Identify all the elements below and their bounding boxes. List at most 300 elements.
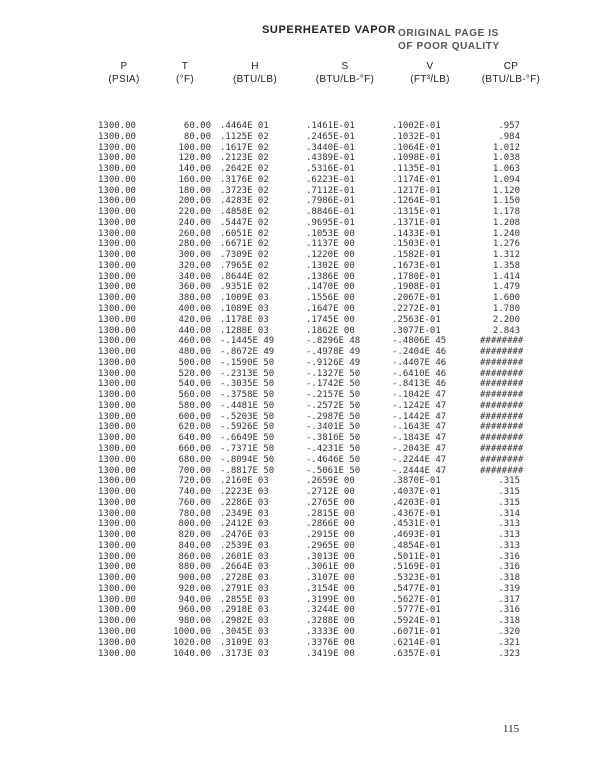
volume-cell: -.2404E 46 <box>392 347 447 358</box>
entropy-cell: .7986E-01 <box>306 196 355 207</box>
cp-cell: .314 <box>498 508 520 519</box>
temperature-cell: 340.00 <box>178 271 211 282</box>
entropy-cell: .5316E-01 <box>306 164 355 175</box>
table-row <box>0 466 612 477</box>
volume-cell: .5777E-01 <box>392 605 441 616</box>
volume-cell: -.1442E 47 <box>392 411 447 422</box>
enthalpy-cell: .2728E 03 <box>220 573 269 584</box>
table-row <box>0 293 612 304</box>
temperature-cell: 160.00 <box>178 174 211 185</box>
entropy-cell: -.1327E 50 <box>306 368 361 379</box>
cp-cell: 1.780 <box>492 304 520 315</box>
entropy-cell: .2712E 00 <box>306 487 355 498</box>
temperature-cell: 200.00 <box>178 196 211 207</box>
temperature-cell: 360.00 <box>178 282 211 293</box>
pressure-cell: 1300.00 <box>98 562 136 573</box>
enthalpy-cell: -.1590E 50 <box>220 357 275 368</box>
table-row <box>0 433 612 444</box>
pressure-cell: 1300.00 <box>98 239 136 250</box>
pressure-cell: 1300.00 <box>98 379 136 390</box>
temperature-cell: 500.00 <box>178 357 211 368</box>
enthalpy-cell: .5447E 02 <box>220 217 269 228</box>
cp-cell: ######## <box>480 454 524 465</box>
pressure-cell: 1300.00 <box>98 260 136 271</box>
cp-cell: 1.063 <box>492 164 520 175</box>
column-name: S <box>341 61 349 72</box>
enthalpy-cell: .4464E 01 <box>220 121 269 131</box>
table-row <box>0 649 612 660</box>
pressure-cell: 1300.00 <box>98 325 136 336</box>
table-row <box>0 272 612 283</box>
table-row <box>0 358 612 369</box>
temperature-cell: 720.00 <box>178 476 211 487</box>
pressure-cell: 1300.00 <box>98 390 136 401</box>
pressure-cell: 1300.00 <box>98 530 136 541</box>
temperature-cell: 680.00 <box>178 454 211 465</box>
temperature-cell: 400.00 <box>178 304 211 315</box>
page-number: 115 <box>503 723 520 735</box>
temperature-cell: 960.00 <box>178 605 211 616</box>
entropy-cell: .8846E-01 <box>306 207 355 218</box>
enthalpy-cell: .1009E 03 <box>220 293 269 304</box>
cp-cell: 1.150 <box>492 196 520 207</box>
volume-cell: .1002E-01 <box>392 121 441 131</box>
volume-cell: .1780E-01 <box>392 271 441 282</box>
temperature-cell: 140.00 <box>178 164 211 175</box>
table-row <box>0 250 612 261</box>
cp-cell: .957 <box>498 121 520 131</box>
pressure-cell: 1300.00 <box>98 487 136 498</box>
cp-cell: ######## <box>480 379 524 390</box>
table-row <box>0 282 612 293</box>
column-header-p <box>96 60 152 86</box>
cp-cell: .984 <box>498 131 520 142</box>
temperature-cell: 820.00 <box>178 530 211 541</box>
pressure-cell: 1300.00 <box>98 411 136 422</box>
cp-cell: ######## <box>480 336 524 347</box>
enthalpy-cell: .2412E 03 <box>220 519 269 530</box>
volume-cell: .1673E-01 <box>392 260 441 271</box>
pressure-cell: 1300.00 <box>98 519 136 530</box>
cp-cell: .315 <box>498 497 520 508</box>
entropy-cell: .1137E 00 <box>306 239 355 250</box>
cp-cell: ######## <box>480 390 524 401</box>
table-row <box>0 164 612 175</box>
enthalpy-cell: .4283E 02 <box>220 196 269 207</box>
enthalpy-cell: -.8672E 49 <box>220 347 275 358</box>
enthalpy-cell: .1617E 02 <box>220 142 269 153</box>
cp-cell: .323 <box>498 648 520 659</box>
entropy-cell: .2765E 00 <box>306 497 355 508</box>
table-row <box>0 605 612 616</box>
volume-cell: -.1042E 47 <box>392 390 447 401</box>
cp-cell: .318 <box>498 616 520 627</box>
column-name: H <box>251 61 259 72</box>
entropy-cell: .1647E 00 <box>306 304 355 315</box>
volume-cell: -.1843E 47 <box>392 433 447 444</box>
entropy-cell: .1386E 00 <box>306 271 355 282</box>
temperature-cell: 60.00 <box>183 121 211 131</box>
enthalpy-cell: .2855E 03 <box>220 594 269 605</box>
enthalpy-cell: .2223E 03 <box>220 487 269 498</box>
entropy-cell: -.2572E 50 <box>306 400 361 411</box>
entropy-cell: .3288E 00 <box>306 616 355 627</box>
pressure-cell: 1300.00 <box>98 508 136 519</box>
column-header-v <box>392 60 468 86</box>
page-title: SUPERHEATED VAPOR <box>262 24 396 36</box>
enthalpy-cell: -.5203E 50 <box>220 411 275 422</box>
enthalpy-cell: -.5926E 50 <box>220 422 275 433</box>
pressure-cell: 1300.00 <box>98 476 136 487</box>
volume-cell: .1908E-01 <box>392 282 441 293</box>
enthalpy-cell: .3176E 02 <box>220 174 269 185</box>
table-row <box>0 552 612 563</box>
temperature-cell: 1000.00 <box>173 626 211 637</box>
column-name: CP <box>503 61 519 72</box>
table-row <box>0 175 612 186</box>
volume-cell: .1433E-01 <box>392 228 441 239</box>
volume-cell: .6214E-01 <box>392 637 441 648</box>
volume-cell: .1032E-01 <box>392 131 441 142</box>
table-row <box>0 530 612 541</box>
table-row <box>0 379 612 390</box>
column-unit: (FT³/LB) <box>410 74 450 85</box>
enthalpy-cell: -.3035E 50 <box>220 379 275 390</box>
temperature-cell: 900.00 <box>178 573 211 584</box>
table-row <box>0 455 612 466</box>
table-row <box>0 143 612 154</box>
enthalpy-cell: .2123E 02 <box>220 153 269 164</box>
pressure-cell: 1300.00 <box>98 594 136 605</box>
pressure-cell: 1300.00 <box>98 540 136 551</box>
column-header-cp <box>466 60 556 86</box>
temperature-cell: 420.00 <box>178 314 211 325</box>
cp-cell: 1.312 <box>492 250 520 261</box>
volume-cell: .4203E-01 <box>392 497 441 508</box>
cp-cell: 1.208 <box>492 217 520 228</box>
enthalpy-cell: .2664E 03 <box>220 562 269 573</box>
enthalpy-cell: .2349E 03 <box>220 508 269 519</box>
enthalpy-cell: .1288E 03 <box>220 325 269 336</box>
volume-cell: .5477E-01 <box>392 583 441 594</box>
table-row <box>0 509 612 520</box>
enthalpy-cell: .3109E 03 <box>220 637 269 648</box>
volume-cell: .5627E-01 <box>392 594 441 605</box>
entropy-cell: .2915E 00 <box>306 530 355 541</box>
quality-stamp <box>398 27 500 53</box>
temperature-cell: 240.00 <box>178 217 211 228</box>
cp-cell: ######## <box>480 400 524 411</box>
column-unit: (PSIA) <box>108 74 140 85</box>
table-row <box>0 541 612 552</box>
entropy-cell: .2815E 00 <box>306 508 355 519</box>
entropy-cell: -.2987E 50 <box>306 411 361 422</box>
cp-cell: 1.094 <box>492 174 520 185</box>
volume-cell: .1135E-01 <box>392 164 441 175</box>
volume-cell: .1174E-01 <box>392 174 441 185</box>
entropy-cell: -.4231E 50 <box>306 443 361 454</box>
entropy-cell: -.4646E 50 <box>306 454 361 465</box>
volume-cell: .1264E-01 <box>392 196 441 207</box>
temperature-cell: 980.00 <box>178 616 211 627</box>
enthalpy-cell: .7965E 02 <box>220 260 269 271</box>
pressure-cell: 1300.00 <box>98 454 136 465</box>
enthalpy-cell: .2476E 03 <box>220 530 269 541</box>
cp-cell: 1.038 <box>492 153 520 164</box>
enthalpy-cell: -.4481E 50 <box>220 400 275 411</box>
enthalpy-cell: .1178E 03 <box>220 314 269 325</box>
temperature-cell: 280.00 <box>178 239 211 250</box>
temperature-cell: 560.00 <box>178 390 211 401</box>
volume-cell: -.4407E 46 <box>392 357 447 368</box>
entropy-cell: .2659E 00 <box>306 476 355 487</box>
table-row <box>0 261 612 272</box>
pressure-cell: 1300.00 <box>98 196 136 207</box>
cp-cell: 1.600 <box>492 293 520 304</box>
cp-cell: .316 <box>498 551 520 562</box>
temperature-cell: 660.00 <box>178 443 211 454</box>
entropy-cell: .3199E 00 <box>306 594 355 605</box>
volume-cell: .5011E-01 <box>392 551 441 562</box>
table-row <box>0 347 612 358</box>
pressure-cell: 1300.00 <box>98 616 136 627</box>
property-table <box>0 121 612 659</box>
pressure-cell: 1300.00 <box>98 250 136 261</box>
entropy-cell: -.1742E 50 <box>306 379 361 390</box>
enthalpy-cell: .6671E 02 <box>220 239 269 250</box>
column-header-t <box>160 60 210 86</box>
temperature-cell: 800.00 <box>178 519 211 530</box>
table-row <box>0 519 612 530</box>
stamp-line-1: ORIGINAL PAGE IS <box>398 28 499 39</box>
table-row <box>0 315 612 326</box>
cp-cell: .313 <box>498 530 520 541</box>
table-row <box>0 196 612 207</box>
temperature-cell: 460.00 <box>178 336 211 347</box>
enthalpy-cell: .3045E 03 <box>220 626 269 637</box>
pressure-cell: 1300.00 <box>98 400 136 411</box>
table-row <box>0 638 612 649</box>
entropy-cell: -.5061E 50 <box>306 465 361 476</box>
temperature-cell: 80.00 <box>183 131 211 142</box>
volume-cell: .6357E-01 <box>392 648 441 659</box>
pressure-cell: 1300.00 <box>98 282 136 293</box>
temperature-cell: 780.00 <box>178 508 211 519</box>
pressure-cell: 1300.00 <box>98 443 136 454</box>
entropy-cell: .3061E 00 <box>306 562 355 573</box>
temperature-cell: 600.00 <box>178 411 211 422</box>
volume-cell: .5924E-01 <box>392 616 441 627</box>
volume-cell: .3870E-01 <box>392 476 441 487</box>
enthalpy-cell: .1089E 03 <box>220 304 269 315</box>
table-row <box>0 595 612 606</box>
stamp-line-2: OF POOR QUALITY <box>398 41 500 52</box>
entropy-cell: -.2157E 50 <box>306 390 361 401</box>
pressure-cell: 1300.00 <box>98 164 136 175</box>
cp-cell: ######## <box>480 465 524 476</box>
pressure-cell: 1300.00 <box>98 217 136 228</box>
pressure-cell: 1300.00 <box>98 304 136 315</box>
temperature-cell: 220.00 <box>178 207 211 218</box>
table-row <box>0 326 612 337</box>
volume-cell: .4693E-01 <box>392 530 441 541</box>
volume-cell: .1098E-01 <box>392 153 441 164</box>
pressure-cell: 1300.00 <box>98 368 136 379</box>
table-row <box>0 616 612 627</box>
volume-cell: .1582E-01 <box>392 250 441 261</box>
pressure-cell: 1300.00 <box>98 637 136 648</box>
entropy-cell: .2866E 00 <box>306 519 355 530</box>
column-unit: (BTU/LB-°F) <box>481 74 541 85</box>
table-row <box>0 627 612 638</box>
entropy-cell: -.4978E 49 <box>306 347 361 358</box>
entropy-cell: .3419E 00 <box>306 648 355 659</box>
volume-cell: -.2444E 47 <box>392 465 447 476</box>
table-row <box>0 476 612 487</box>
pressure-cell: 1300.00 <box>98 153 136 164</box>
cp-cell: .313 <box>498 540 520 551</box>
volume-cell: .1371E-01 <box>392 217 441 228</box>
pressure-cell: 1300.00 <box>98 142 136 153</box>
enthalpy-cell: .2791E 03 <box>220 583 269 594</box>
pressure-cell: 1300.00 <box>98 497 136 508</box>
enthalpy-cell: .2160E 03 <box>220 476 269 487</box>
pressure-cell: 1300.00 <box>98 357 136 368</box>
cp-cell: ######## <box>480 443 524 454</box>
temperature-cell: 940.00 <box>178 594 211 605</box>
volume-cell: -.2244E 47 <box>392 454 447 465</box>
cp-cell: ######## <box>480 433 524 444</box>
pressure-cell: 1300.00 <box>98 573 136 584</box>
cp-cell: .318 <box>498 573 520 584</box>
entropy-cell: .1556E 00 <box>306 293 355 304</box>
temperature-cell: 540.00 <box>178 379 211 390</box>
enthalpy-cell: .7309E 02 <box>220 250 269 261</box>
enthalpy-cell: -.8094E 50 <box>220 454 275 465</box>
entropy-cell: .1302E 00 <box>306 260 355 271</box>
pressure-cell: 1300.00 <box>98 422 136 433</box>
entropy-cell: .1461E-01 <box>306 121 355 131</box>
table-row <box>0 304 612 315</box>
cp-cell: .315 <box>498 487 520 498</box>
enthalpy-cell: .2601E 03 <box>220 551 269 562</box>
table-row <box>0 336 612 347</box>
pressure-cell: 1300.00 <box>98 347 136 358</box>
table-row <box>0 412 612 423</box>
volume-cell: .6071E-01 <box>392 626 441 637</box>
volume-cell: .4037E-01 <box>392 487 441 498</box>
temperature-cell: 1020.00 <box>173 637 211 648</box>
table-row <box>0 401 612 412</box>
entropy-cell: .1862E 00 <box>306 325 355 336</box>
table-row <box>0 498 612 509</box>
table-row <box>0 390 612 401</box>
temperature-cell: 260.00 <box>178 228 211 239</box>
temperature-cell: 180.00 <box>178 185 211 196</box>
table-row <box>0 229 612 240</box>
cp-cell: 1.276 <box>492 239 520 250</box>
entropy-cell: .3333E 00 <box>306 626 355 637</box>
column-name: P <box>120 61 128 72</box>
pressure-cell: 1300.00 <box>98 648 136 659</box>
cp-cell: 1.358 <box>492 260 520 271</box>
pressure-cell: 1300.00 <box>98 293 136 304</box>
cp-cell: 1.012 <box>492 142 520 153</box>
volume-cell: .5169E-01 <box>392 562 441 573</box>
pressure-cell: 1300.00 <box>98 185 136 196</box>
enthalpy-cell: -.6649E 50 <box>220 433 275 444</box>
enthalpy-cell: .2642E 02 <box>220 164 269 175</box>
entropy-cell: .1053E 00 <box>306 228 355 239</box>
entropy-cell: .3244E 00 <box>306 605 355 616</box>
entropy-cell: .3154E 00 <box>306 583 355 594</box>
cp-cell: ######## <box>480 347 524 358</box>
cp-cell: .321 <box>498 637 520 648</box>
volume-cell: -.2043E 47 <box>392 443 447 454</box>
temperature-cell: 440.00 <box>178 325 211 336</box>
table-row <box>0 121 612 132</box>
volume-cell: -.6410E 46 <box>392 368 447 379</box>
volume-cell: .4531E-01 <box>392 519 441 530</box>
enthalpy-cell: .1125E 02 <box>220 131 269 142</box>
column-header-s <box>300 60 390 86</box>
cp-cell: ######## <box>480 411 524 422</box>
entropy-cell: .3376E 00 <box>306 637 355 648</box>
entropy-cell: .2965E 00 <box>306 540 355 551</box>
volume-cell: .2272E-01 <box>392 304 441 315</box>
entropy-cell: -.3816E 50 <box>306 433 361 444</box>
table-row <box>0 584 612 595</box>
cp-cell: 1.120 <box>492 185 520 196</box>
volume-cell: .1315E-01 <box>392 207 441 218</box>
entropy-cell: -.8296E 48 <box>306 336 361 347</box>
entropy-cell: .1745E 00 <box>306 314 355 325</box>
table-row <box>0 186 612 197</box>
temperature-cell: 380.00 <box>178 293 211 304</box>
column-header-h <box>222 60 288 86</box>
enthalpy-cell: .8644E 02 <box>220 271 269 282</box>
pressure-cell: 1300.00 <box>98 336 136 347</box>
entropy-cell: .1220E 00 <box>306 250 355 261</box>
pressure-cell: 1300.00 <box>98 605 136 616</box>
cp-cell: ######## <box>480 422 524 433</box>
entropy-cell: .1470E 00 <box>306 282 355 293</box>
volume-cell: .2563E-01 <box>392 314 441 325</box>
table-row <box>0 444 612 455</box>
entropy-cell: .3013E 00 <box>306 551 355 562</box>
cp-cell: .313 <box>498 519 520 530</box>
cp-cell: 2.200 <box>492 314 520 325</box>
temperature-cell: 700.00 <box>178 465 211 476</box>
entropy-cell: .3107E 00 <box>306 573 355 584</box>
entropy-cell: .7112E-01 <box>306 185 355 196</box>
pressure-cell: 1300.00 <box>98 583 136 594</box>
cp-cell: .319 <box>498 583 520 594</box>
temperature-cell: 740.00 <box>178 487 211 498</box>
temperature-cell: 920.00 <box>178 583 211 594</box>
cp-cell: .320 <box>498 626 520 637</box>
entropy-cell: .6223E-01 <box>306 174 355 185</box>
enthalpy-cell: .2982E 03 <box>220 616 269 627</box>
enthalpy-cell: .3173E 03 <box>220 648 269 659</box>
pressure-cell: 1300.00 <box>98 433 136 444</box>
cp-cell: ######## <box>480 368 524 379</box>
enthalpy-cell: -.1445E 49 <box>220 336 275 347</box>
pressure-cell: 1300.00 <box>98 131 136 142</box>
pressure-cell: 1300.00 <box>98 228 136 239</box>
temperature-cell: 880.00 <box>178 562 211 573</box>
cp-cell: 2.843 <box>492 325 520 336</box>
